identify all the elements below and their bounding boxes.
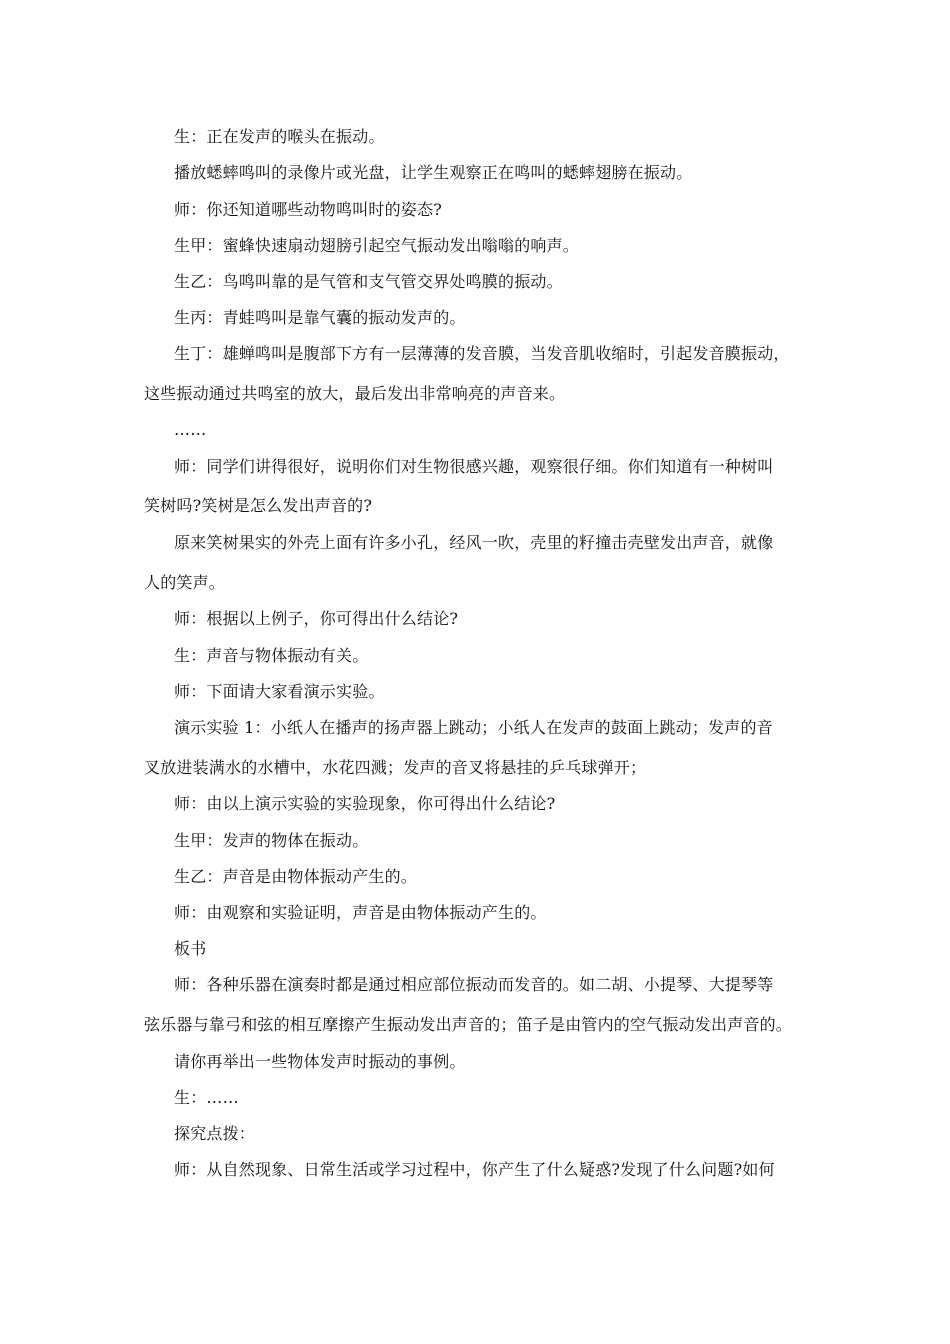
text-line: 师：同学们讲得很好，说明你们对生物很感兴趣，观察很仔细。你们知道有一种树叫 <box>174 457 774 476</box>
text-line: 这些振动通过共鸣室的放大，最后发出非常响亮的声音来。 <box>144 384 566 403</box>
text-line: 生丙：青蛙鸣叫是靠气囊的振动发声的。 <box>174 308 466 327</box>
text-line: 生甲：蜜蜂快速扇动翅膀引起空气振动发出嗡嗡的响声。 <box>174 236 580 255</box>
text-line: 师：由观察和实验证明，声音是由物体振动产生的。 <box>174 903 547 922</box>
text-line: 师：你还知道哪些动物鸣叫时的姿态? <box>174 200 442 219</box>
text-line: 叉放进装满水的水槽中，水花四溅；发声的音叉将悬挂的乒乓球弹开； <box>144 758 647 777</box>
text-line: 师：由以上演示实验的实验现象，你可得出什么结论? <box>174 794 556 813</box>
text-line: 生：声音与物体振动有关。 <box>174 646 369 665</box>
text-line: 师：下面请大家看演示实验。 <box>174 682 385 701</box>
text-line: 生甲：发声的物体在振动。 <box>174 831 369 850</box>
text-line: 人的笑声。 <box>144 573 226 592</box>
text-line: 师：各种乐器在演奏时都是通过相应部位振动而发音的。如二胡、小提琴、大提琴等 <box>174 975 774 994</box>
text-line: 生丁：雄蝉鸣叫是腹部下方有一层薄薄的发音膜，当发音肌收缩时，引起发音膜振动， <box>174 344 790 363</box>
text-line: 生：正在发声的喉头在振动。 <box>174 127 385 146</box>
text-line: 播放蟋蟀鸣叫的录像片或光盘，让学生观察正在鸣叫的蟋蟀翅膀在振动。 <box>174 163 693 182</box>
text-line: 弦乐器与靠弓和弦的相互摩擦产生振动发出声音的；笛子是由管内的空气振动发出声音的。 <box>144 1015 793 1034</box>
text-line: 笑树吗?笑树是怎么发出声音的? <box>144 496 373 515</box>
text-line: 生：…… <box>174 1088 239 1107</box>
text-line: 师：根据以上例子，你可得出什么结论? <box>174 609 459 628</box>
ellipsis-line: …… <box>174 420 207 439</box>
text-line: 板书 <box>174 939 207 958</box>
text-line: 师：从自然现象、日常生活或学习过程中，你产生了什么疑惑?发现了什么问题?如何 <box>174 1160 775 1179</box>
section-label: 探究点拨： <box>174 1124 256 1143</box>
text-line: 请你再举出一些物体发声时振动的事例。 <box>174 1052 466 1071</box>
text-line: 演示实验 1：小纸人在播声的扬声器上跳动；小纸人在发声的鼓面上跳动；发声的音 <box>174 718 773 737</box>
text-line: 原来笑树果实的外壳上面有许多小孔，经风一吹，壳里的籽撞击壳壁发出声音，就像 <box>174 533 774 552</box>
text-line: 生乙：声音是由物体振动产生的。 <box>174 867 418 886</box>
text-line: 生乙：鸟鸣叫靠的是气管和支气管交界处鸣膜的振动。 <box>174 272 563 291</box>
